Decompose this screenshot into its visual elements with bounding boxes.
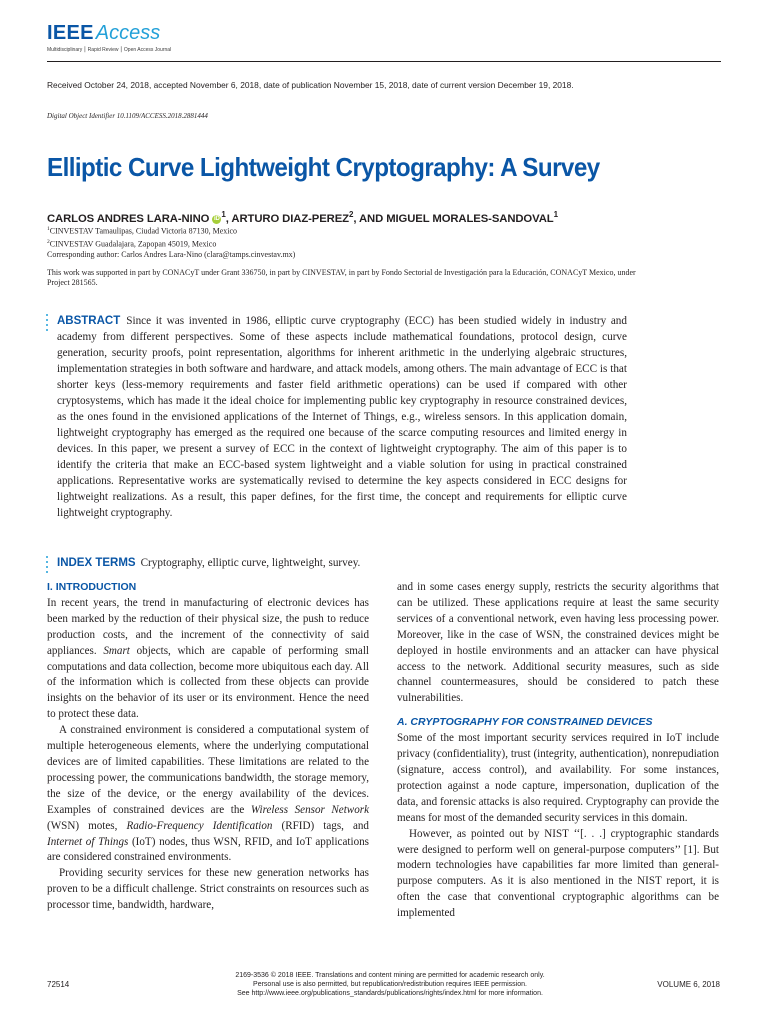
paragraph bbox=[47, 596, 369, 723]
author-1[interactable]: CARLOS ANDRES LARA-NINO bbox=[47, 212, 210, 225]
orcid-icon[interactable]: iD bbox=[213, 215, 220, 222]
index-terms-dots-icon bbox=[46, 556, 48, 576]
copyright-line-1: 2169-3536 © 2018 IEEE. Translations and content mining are permitted for academic research only. bbox=[235, 972, 545, 979]
affiliations bbox=[47, 224, 237, 249]
index-terms bbox=[57, 555, 360, 571]
page-number: 72514 bbox=[47, 980, 70, 989]
logo-ieee: IEEE bbox=[47, 22, 94, 44]
text-run: (RFID) tags, and bbox=[272, 819, 369, 832]
subsection-heading: A. CRYPTOGRAPHY FOR CONSTRAINED DEVICES bbox=[397, 716, 653, 729]
abstract-dots-icon bbox=[46, 314, 48, 334]
volume-label: VOLUME 6, 2018 bbox=[657, 980, 720, 989]
index-terms-heading: INDEX TERMS bbox=[57, 557, 136, 569]
text-run: (WSN) motes, bbox=[47, 819, 127, 832]
paper-title: Elliptic Curve Lightweight Cryptography: A Survey bbox=[47, 152, 600, 182]
author-3[interactable]: AND MIGUEL MORALES-SANDOVAL bbox=[359, 212, 554, 225]
funding-note: This work was supported in part by CONACyT under Grant 336750, in part by CINVESTAV, in part by Fondo Sectorial de Investigación para la Educación, CONACyT Mexico, under Project 281565. bbox=[47, 268, 636, 288]
header-rule bbox=[47, 61, 721, 62]
journal-logo bbox=[47, 23, 171, 54]
author-3-affil: 1 bbox=[553, 210, 558, 219]
abstract-text: Since it was invented in 1986, elliptic curve cryptography (ECC) has been studied widely in industry and academy from different perspectives. Some of these aspects include mathematical foundations, protocol design, curve generation, security proofs, point representation, algorithms for inherent arithmetic in the underlying algebraic structures, implementation strategies in both software and hardware, and attack models, among others. The main advantage of ECC is that shorter keys (less-memory requirements and faster field arithmetic operations) can be used if compared with other cryptosystems, which has made it the ideal choice for implementing public key cryptography in resource constrained devices, as the ones found in the envisioned applications of the Internet of Things, e.g., wireless sensors. In this application domain, lightweight cryptography has emerged as the required one because of the scarce computing resources and limited energy in devices. In this paper, we present a survey of ECC in the context of lightweight cryptography. The aim of this paper is to identify the criteria that make an ECC-based system lightweight and a viable solution for using in practical constrained applications. Representative works are systematically revised to determine the key aspects considered in ECC designs for lightweight realizations. As a result, this paper defines, for the first time, the concept and requirements for elliptic curve lightweight cryptography. bbox=[57, 315, 627, 519]
copyright-notice bbox=[180, 971, 600, 998]
author-list: CARLOS ANDRES LARA-NINO iD $^1$, ARTURO DIAZ-PEREZ$^2$, AND MIGUEL MORALES-SANDOVAL$^1$ bbox=[47, 210, 558, 225]
author-1-affil: 1 bbox=[221, 210, 226, 219]
author-2-affil: 2 bbox=[348, 210, 354, 219]
affiliation-2-marker: 2 bbox=[47, 238, 50, 245]
left-column bbox=[47, 580, 369, 914]
author-2[interactable]: ARTURO DIAZ-PEREZ bbox=[231, 212, 349, 225]
emphasis: Radio-Frequency Identification bbox=[126, 819, 273, 832]
logo-tagline: Multidisciplinary ⎮ Rapid Review ⎮ Open Access Journal bbox=[47, 47, 172, 53]
received-dates: Received October 24, 2018, accepted November 6, 2018, date of publication November 15, 2018, date of current version December 19, 2018. bbox=[47, 80, 574, 90]
affiliation-2: CINVESTAV Guadalajara, Zapopan 45019, Mexico bbox=[49, 239, 217, 249]
index-terms-text: Cryptography, elliptic curve, lightweight, survey. bbox=[140, 557, 361, 569]
emphasis: Smart bbox=[103, 644, 130, 657]
paragraph bbox=[47, 723, 369, 866]
affiliation-1: CINVESTAV Tamaulipas, Ciudad Victoria 87130, Mexico bbox=[49, 226, 238, 236]
text-run: In recent years, the trend in manufacturing of electronic devices has been marked by the reduction of their physical size, the push to reduce production costs, and the increment of the connectivity of said appliances. bbox=[47, 596, 369, 657]
text-run: A constrained environment is considered a computational system of multiple heterogeneous elements, where the underlying computational devices are of limited capabilities. These limitations are related to the processing power, the communications bandwidth, the storage memory, the size of the device, or the energy availability of the devices. Examples of constrained devices are the bbox=[47, 724, 369, 816]
text-run: (IoT) nodes, thus WSN, RFID, and IoT applications are considered constrained environments. bbox=[47, 835, 369, 864]
paragraph: Providing security services for these new generation networks has proven to be a difficult challenge. Strict constraints on resources such as processor time, bandwidth, hardware, bbox=[47, 867, 369, 912]
affiliation-1-marker: 1 bbox=[47, 226, 50, 232]
text-run: objects, which are capable of performing small computations and data collection, become more ubiquitous each day. All of the information which is collected from these objects can provide insights on the behavior of its user or its environment. Hence the need to protect these data. bbox=[47, 644, 369, 721]
right-column bbox=[397, 580, 719, 922]
abstract-heading: ABSTRACT bbox=[57, 315, 121, 327]
section-heading-introduction: I. INTRODUCTION bbox=[47, 581, 137, 593]
paragraph: However, as pointed out by NIST ‘‘[. . .] cryptographic standards were designed to perform well on general-purpose computers’’ [1]. But modern technologies have capabilities far more limited than general-purpose computers. As it is also mentioned in the NIST report, it is often the case that conventional cryptographic algorithms can be implemented bbox=[397, 827, 719, 920]
corresponding-author: Corresponding author: Carlos Andres Lara-Nino (clara@tamps.cinvestav.mx) bbox=[47, 250, 296, 259]
emphasis: Internet of Things bbox=[47, 835, 129, 848]
abstract bbox=[57, 313, 627, 521]
copyright-line-3[interactable]: See http://www.ieee.org/publications_standards/publications/rights/index.html for more information. bbox=[237, 990, 543, 997]
doi: Digital Object Identifier 10.1109/ACCESS.2018.2881444 bbox=[47, 112, 208, 120]
copyright-line-2: Personal use is also permitted, but republication/redistribution requires IEEE permission. bbox=[253, 981, 527, 988]
emphasis: Wireless Sensor Network bbox=[250, 803, 369, 816]
paragraph: Some of the most important security services required in IoT include privacy (confidentiality), trust (integrity, authentication), nonrepudiation (signature, access control), and availability. For some instances, protection against a node capture, impersonation, duplication of the data, and forensic attacks is also required. Cryptography can provide the means for most of the demanded security services in this domain. bbox=[397, 732, 719, 824]
logo-access: Access bbox=[95, 22, 161, 44]
paragraph: and in some cases energy supply, restricts the security algorithms that can be utilized. These applications require at least the same security services of a conventional network, even having less processing power. Moreover, like in the case of WSN, the constrained devices might be deployed in hostile environments and an attacker can have physical access to the network. Additional security measures, such as side channel countermeasures, should be considered to patch these vulnerabilities. bbox=[397, 581, 719, 705]
